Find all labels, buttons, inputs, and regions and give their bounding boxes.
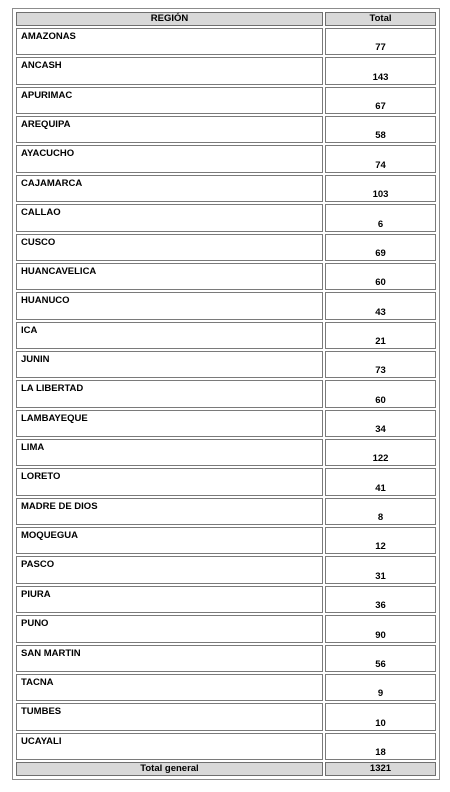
table-row: [16, 322, 436, 349]
region-name-cell: TACNA: [16, 674, 323, 701]
region-name-cell: AMAZONAS: [16, 28, 323, 55]
region-total-cell: 18: [325, 733, 436, 760]
table-row: [16, 204, 436, 231]
region-name-cell: AREQUIPA: [16, 116, 323, 143]
region-total-cell: 60: [325, 263, 436, 290]
region-name-cell: SAN MARTIN: [16, 645, 323, 672]
region-total-cell: 9: [325, 674, 436, 701]
region-total-cell: 60: [325, 380, 436, 407]
table-row: [16, 292, 436, 319]
region-total-cell: 90: [325, 615, 436, 642]
region-total-cell: 41: [325, 468, 436, 495]
region-name-cell: ANCASH: [16, 57, 323, 84]
table-row: [16, 733, 436, 760]
region-name-cell: CALLAO: [16, 204, 323, 231]
region-total-cell: 122: [325, 439, 436, 466]
region-total-cell: 8: [325, 498, 436, 525]
header-row: [16, 12, 436, 26]
table-row: [16, 351, 436, 378]
table-row: [16, 234, 436, 261]
table-row: [16, 116, 436, 143]
region-table: [14, 10, 438, 778]
region-name-cell: CUSCO: [16, 234, 323, 261]
table-row: [16, 468, 436, 495]
table-row: [16, 175, 436, 202]
region-total-cell: 12: [325, 527, 436, 554]
region-name-cell: PUNO: [16, 615, 323, 642]
table-row: [16, 28, 436, 55]
region-name-cell: LIMA: [16, 439, 323, 466]
table-row: [16, 410, 436, 437]
region-total-cell: 43: [325, 292, 436, 319]
header-region: REGIÓN: [16, 12, 323, 26]
region-name-cell: LORETO: [16, 468, 323, 495]
region-total-cell: 73: [325, 351, 436, 378]
region-total-cell: 143: [325, 57, 436, 84]
table-row: [16, 527, 436, 554]
region-name-cell: MOQUEGUA: [16, 527, 323, 554]
region-total-cell: 77: [325, 28, 436, 55]
region-name-cell: CAJAMARCA: [16, 175, 323, 202]
region-total-cell: 103: [325, 175, 436, 202]
region-name-cell: MADRE DE DIOS: [16, 498, 323, 525]
header-total: Total: [325, 12, 436, 26]
table-row: [16, 586, 436, 613]
table-row: [16, 498, 436, 525]
region-name-cell: PIURA: [16, 586, 323, 613]
table-row: [16, 439, 436, 466]
table-row: [16, 645, 436, 672]
region-name-cell: TUMBES: [16, 703, 323, 730]
region-total-cell: 21: [325, 322, 436, 349]
table-row: [16, 57, 436, 84]
region-table-frame: [12, 8, 440, 780]
total-label: Total general: [16, 762, 323, 776]
region-total-cell: 69: [325, 234, 436, 261]
region-total-cell: 74: [325, 145, 436, 172]
region-name-cell: ICA: [16, 322, 323, 349]
region-total-cell: 31: [325, 556, 436, 583]
region-name-cell: HUANUCO: [16, 292, 323, 319]
region-total-cell: 58: [325, 116, 436, 143]
region-name-cell: AYACUCHO: [16, 145, 323, 172]
total-value: 1321: [325, 762, 436, 776]
table-row: [16, 615, 436, 642]
region-name-cell: LAMBAYEQUE: [16, 410, 323, 437]
region-total-cell: 67: [325, 87, 436, 114]
region-name-cell: APURIMAC: [16, 87, 323, 114]
region-name-cell: LA LIBERTAD: [16, 380, 323, 407]
table-row: [16, 263, 436, 290]
region-total-cell: 6: [325, 204, 436, 231]
total-row: [16, 762, 436, 776]
region-name-cell: JUNIN: [16, 351, 323, 378]
region-total-cell: 56: [325, 645, 436, 672]
region-total-cell: 10: [325, 703, 436, 730]
region-name-cell: HUANCAVELICA: [16, 263, 323, 290]
region-name-cell: UCAYALI: [16, 733, 323, 760]
table-row: [16, 380, 436, 407]
table-row: [16, 556, 436, 583]
table-row: [16, 674, 436, 701]
table-row: [16, 145, 436, 172]
table-row: [16, 87, 436, 114]
region-total-cell: 34: [325, 410, 436, 437]
region-name-cell: PASCO: [16, 556, 323, 583]
table-row: [16, 703, 436, 730]
region-total-cell: 36: [325, 586, 436, 613]
